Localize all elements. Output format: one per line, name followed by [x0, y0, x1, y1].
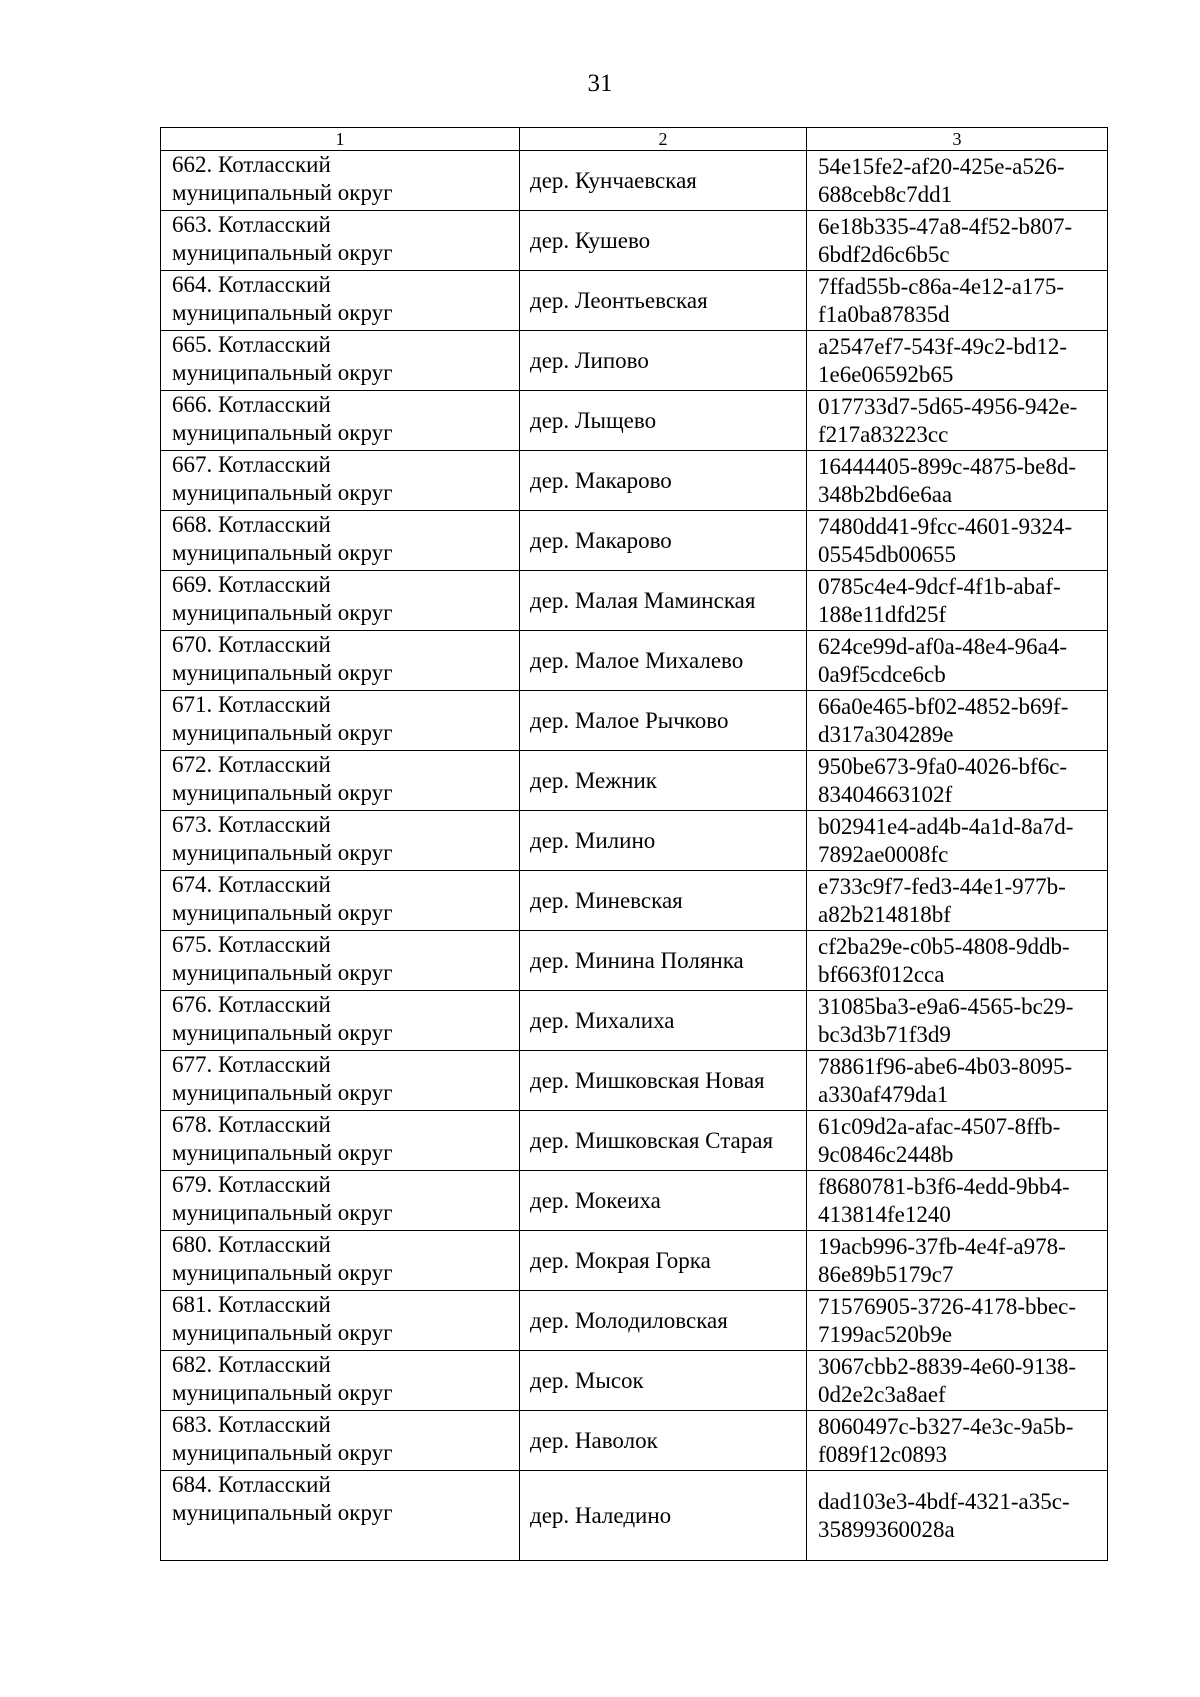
settlement-cell: дер. Малая Маминская — [520, 571, 807, 631]
district-name-line — [172, 811, 519, 839]
district-name: Котласский — [218, 812, 331, 837]
district-name-line — [172, 1111, 519, 1139]
table-row — [161, 1051, 1108, 1111]
district-name: Котласский — [218, 1352, 331, 1377]
guid-line-2: f089f12c0893 — [818, 1441, 948, 1467]
settlement-cell: дер. Мишковская Новая — [520, 1051, 807, 1111]
guid-line-2: 348b2bd6e6aa — [818, 481, 953, 507]
district-name-line — [172, 1351, 519, 1379]
district-type: муниципальный округ — [172, 720, 393, 745]
district-type: муниципальный округ — [172, 900, 393, 925]
table-row — [161, 811, 1108, 871]
district-name: Котласский — [218, 1472, 331, 1497]
column-header-2: 2 — [520, 128, 807, 151]
guid-line-2: 9c0846c2448b — [818, 1141, 954, 1167]
district-name-line — [172, 1171, 519, 1199]
guid-line-2: 7199ac520b9e — [818, 1321, 953, 1347]
district-cell — [161, 271, 520, 331]
table-row — [161, 1291, 1108, 1351]
row-number: 680. — [172, 1232, 213, 1257]
guid-line-2: f217a83223cc — [818, 421, 949, 447]
guid-cell — [807, 571, 1108, 631]
district-name-line — [172, 691, 519, 719]
guid-cell — [807, 1171, 1108, 1231]
settlement-cell: дер. Кушево — [520, 211, 807, 271]
settlement-cell: дер. Наледино — [520, 1471, 807, 1561]
district-name-line — [172, 271, 519, 299]
district-cell — [161, 931, 520, 991]
district-cell — [161, 871, 520, 931]
table-row — [161, 691, 1108, 751]
settlement-cell: дер. Макарово — [520, 451, 807, 511]
district-cell — [161, 1471, 520, 1561]
guid-line-1: b02941e4-ad4b-4a1d-8a7d- — [818, 813, 1074, 839]
district-type: муниципальный округ — [172, 300, 393, 325]
guid-cell — [807, 451, 1108, 511]
district-name: Котласский — [218, 1292, 331, 1317]
row-number: 674. — [172, 872, 213, 897]
settlement-cell: дер. Михалиха — [520, 991, 807, 1051]
guid-cell — [807, 691, 1108, 751]
table-row — [161, 931, 1108, 991]
district-name-line — [172, 391, 519, 419]
table-row — [161, 631, 1108, 691]
guid-line-2: 83404663102f — [818, 781, 953, 807]
row-number: 670. — [172, 632, 213, 657]
district-cell — [161, 1051, 520, 1111]
table-row — [161, 1171, 1108, 1231]
row-number: 675. — [172, 932, 213, 957]
district-cell — [161, 1411, 520, 1471]
guid-line-1: 78861f96-abe6-4b03-8095- — [818, 1053, 1073, 1079]
table-row — [161, 451, 1108, 511]
district-name-line — [172, 1471, 519, 1499]
row-number: 679. — [172, 1172, 213, 1197]
district-type: муниципальный округ — [172, 1080, 393, 1105]
settlements-table — [160, 127, 1108, 1561]
settlement-cell: дер. Кунчаевская — [520, 151, 807, 211]
district-cell — [161, 691, 520, 751]
guid-line-1: 950be673-9fa0-4026-bf6c- — [818, 753, 1068, 779]
table-row — [161, 511, 1108, 571]
table-row — [161, 1231, 1108, 1291]
guid-line-1: 19acb996-37fb-4e4f-a978- — [818, 1233, 1066, 1259]
table-row — [161, 571, 1108, 631]
district-name-line — [172, 631, 519, 659]
table-row — [161, 1111, 1108, 1171]
guid-line-2: 188e11dfd25f — [818, 601, 947, 627]
district-name-line — [172, 751, 519, 779]
settlement-cell: дер. Макарово — [520, 511, 807, 571]
district-type: муниципальный округ — [172, 540, 393, 565]
district-type: муниципальный округ — [172, 600, 393, 625]
row-number: 662. — [172, 152, 213, 177]
district-name-line — [172, 991, 519, 1019]
settlement-cell: дер. Миневская — [520, 871, 807, 931]
row-number: 669. — [172, 572, 213, 597]
district-name: Котласский — [218, 1412, 331, 1437]
guid-line-1: 8060497c-b327-4e3c-9a5b- — [818, 1413, 1074, 1439]
district-cell — [161, 811, 520, 871]
row-number: 672. — [172, 752, 213, 777]
guid-line-1: 66a0e465-bf02-4852-b69f- — [818, 693, 1069, 719]
guid-cell — [807, 151, 1108, 211]
district-cell — [161, 571, 520, 631]
district-type: муниципальный округ — [172, 960, 393, 985]
district-cell — [161, 331, 520, 391]
page-number: 31 — [587, 70, 613, 97]
district-name: Котласский — [218, 632, 331, 657]
guid-line-2: 1e6e06592b65 — [818, 361, 954, 387]
guid-line-1: 017733d7-5d65-4956-942e- — [818, 393, 1078, 419]
district-type: муниципальный округ — [172, 180, 393, 205]
settlement-cell: дер. Межник — [520, 751, 807, 811]
table-row — [161, 211, 1108, 271]
district-name-line — [172, 1291, 519, 1319]
guid-cell — [807, 631, 1108, 691]
guid-line-1: 7480dd41-9fcc-4601-9324- — [818, 513, 1073, 539]
district-type: муниципальный округ — [172, 1140, 393, 1165]
guid-cell — [807, 211, 1108, 271]
guid-line-1: f8680781-b3f6-4edd-9bb4- — [818, 1173, 1070, 1199]
table-row — [161, 871, 1108, 931]
settlement-cell: дер. Минина Полянка — [520, 931, 807, 991]
district-cell — [161, 451, 520, 511]
guid-line-1: a2547ef7-543f-49c2-bd12- — [818, 333, 1068, 359]
row-number: 673. — [172, 812, 213, 837]
settlement-cell: дер. Леонтьевская — [520, 271, 807, 331]
district-cell — [161, 991, 520, 1051]
district-cell — [161, 211, 520, 271]
district-type: муниципальный округ — [172, 1260, 393, 1285]
district-cell — [161, 1171, 520, 1231]
guid-cell — [807, 1471, 1108, 1561]
table-row — [161, 991, 1108, 1051]
guid-line-2: 0a9f5cdce6cb — [818, 661, 946, 687]
district-name: Котласский — [218, 272, 331, 297]
district-name: Котласский — [218, 452, 331, 477]
settlement-cell: дер. Мишковская Старая — [520, 1111, 807, 1171]
table-header-row — [161, 128, 1108, 151]
guid-line-2: f1a0ba87835d — [818, 301, 950, 327]
settlement-cell: дер. Липово — [520, 331, 807, 391]
district-name: Котласский — [218, 572, 331, 597]
row-number: 665. — [172, 332, 213, 357]
row-number: 663. — [172, 212, 213, 237]
district-type: муниципальный округ — [172, 1440, 393, 1465]
row-number: 682. — [172, 1352, 213, 1377]
district-name: Котласский — [218, 512, 331, 537]
guid-line-2: 0d2e2c3a8aef — [818, 1381, 946, 1407]
table-row — [161, 1411, 1108, 1471]
guid-line-2: d317a304289e — [818, 721, 954, 747]
column-header-1: 1 — [161, 128, 520, 151]
table-row — [161, 1471, 1108, 1561]
district-type: муниципальный округ — [172, 480, 393, 505]
table-row — [161, 1351, 1108, 1411]
district-name: Котласский — [218, 332, 331, 357]
district-type: муниципальный округ — [172, 1380, 393, 1405]
guid-line-2: 413814fe1240 — [818, 1201, 951, 1227]
guid-cell — [807, 751, 1108, 811]
guid-line-2: a82b214818bf — [818, 901, 951, 927]
table-row — [161, 331, 1108, 391]
district-name: Котласский — [218, 152, 331, 177]
district-type: муниципальный округ — [172, 1200, 393, 1225]
district-cell — [161, 1111, 520, 1171]
district-cell — [161, 391, 520, 451]
guid-line-1: 71576905-3726-4178-bbec- — [818, 1293, 1077, 1319]
guid-cell — [807, 1351, 1108, 1411]
district-name: Котласский — [218, 752, 331, 777]
guid-cell — [807, 1051, 1108, 1111]
row-number: 671. — [172, 692, 213, 717]
table-body — [161, 151, 1108, 1561]
district-name: Котласский — [218, 692, 331, 717]
district-name: Котласский — [218, 392, 331, 417]
district-name-line — [172, 571, 519, 599]
guid-line-2: 86e89b5179c7 — [818, 1261, 954, 1287]
guid-line-2: 688ceb8c7dd1 — [818, 181, 953, 207]
guid-line-1: 7ffad55b-c86a-4e12-a175- — [818, 273, 1065, 299]
guid-line-1: 61c09d2a-afac-4507-8ffb- — [818, 1113, 1061, 1139]
guid-line-2: 05545db00655 — [818, 541, 956, 567]
settlement-cell: дер. Лыщево — [520, 391, 807, 451]
district-cell — [161, 631, 520, 691]
district-name-line — [172, 931, 519, 959]
guid-cell — [807, 1111, 1108, 1171]
row-number: 683. — [172, 1412, 213, 1437]
guid-cell — [807, 331, 1108, 391]
district-name-line — [172, 151, 519, 179]
guid-line-1: 624ce99d-af0a-48e4-96a4- — [818, 633, 1068, 659]
district-name: Котласский — [218, 1232, 331, 1257]
district-type: муниципальный округ — [172, 660, 393, 685]
district-type: муниципальный округ — [172, 780, 393, 805]
row-number: 676. — [172, 992, 213, 1017]
table-row — [161, 751, 1108, 811]
district-type: муниципальный округ — [172, 240, 393, 265]
district-name: Котласский — [218, 1172, 331, 1197]
district-type: муниципальный округ — [172, 1500, 393, 1525]
guid-line-1: 3067cbb2-8839-4e60-9138- — [818, 1353, 1077, 1379]
settlement-cell: дер. Мысок — [520, 1351, 807, 1411]
district-cell — [161, 751, 520, 811]
table-row — [161, 151, 1108, 211]
district-cell — [161, 1291, 520, 1351]
column-header-3: 3 — [807, 128, 1108, 151]
district-type: муниципальный округ — [172, 420, 393, 445]
row-number: 664. — [172, 272, 213, 297]
row-number: 684. — [172, 1472, 213, 1497]
district-name-line — [172, 451, 519, 479]
settlement-cell: дер. Мокеиха — [520, 1171, 807, 1231]
guid-line-2: 35899360028a — [818, 1516, 955, 1542]
district-type: муниципальный округ — [172, 840, 393, 865]
settlement-cell: дер. Наволок — [520, 1411, 807, 1471]
row-number: 681. — [172, 1292, 213, 1317]
guid-cell — [807, 1231, 1108, 1291]
district-name-line — [172, 1051, 519, 1079]
guid-line-1: 0785c4e4-9dcf-4f1b-abaf- — [818, 573, 1061, 599]
district-name-line — [172, 211, 519, 239]
guid-cell — [807, 991, 1108, 1051]
settlement-cell: дер. Малое Рычково — [520, 691, 807, 751]
row-number: 677. — [172, 1052, 213, 1077]
guid-cell — [807, 1411, 1108, 1471]
settlement-cell: дер. Малое Михалево — [520, 631, 807, 691]
guid-line-1: 54e15fe2-af20-425e-a526- — [818, 153, 1065, 179]
district-cell — [161, 151, 520, 211]
district-name-line — [172, 511, 519, 539]
guid-cell — [807, 511, 1108, 571]
district-name: Котласский — [218, 872, 331, 897]
guid-cell — [807, 391, 1108, 451]
guid-line-2: bc3d3b71f3d9 — [818, 1021, 951, 1047]
guid-line-1: 16444405-899c-4875-be8d- — [818, 453, 1077, 479]
guid-cell — [807, 271, 1108, 331]
guid-line-1: 31085ba3-e9a6-4565-bc29- — [818, 993, 1074, 1019]
row-number: 678. — [172, 1112, 213, 1137]
row-number: 666. — [172, 392, 213, 417]
district-name: Котласский — [218, 992, 331, 1017]
district-type: муниципальный округ — [172, 1320, 393, 1345]
district-type: муниципальный округ — [172, 1020, 393, 1045]
district-name: Котласский — [218, 1052, 331, 1077]
guid-line-2: bf663f012cca — [818, 961, 945, 987]
district-name-line — [172, 1231, 519, 1259]
settlement-cell: дер. Милино — [520, 811, 807, 871]
district-name-line — [172, 331, 519, 359]
district-name-line — [172, 871, 519, 899]
row-number: 667. — [172, 452, 213, 477]
guid-line-2: 7892ae0008fc — [818, 841, 949, 867]
district-cell — [161, 511, 520, 571]
guid-line-1: dad103e3-4bdf-4321-a35c- — [818, 1488, 1070, 1514]
table-row — [161, 391, 1108, 451]
district-name: Котласский — [218, 1112, 331, 1137]
district-name: Котласский — [218, 932, 331, 957]
district-cell — [161, 1351, 520, 1411]
district-cell — [161, 1231, 520, 1291]
district-type: муниципальный округ — [172, 360, 393, 385]
guid-cell — [807, 811, 1108, 871]
settlement-cell: дер. Мокрая Горка — [520, 1231, 807, 1291]
guid-cell — [807, 871, 1108, 931]
guid-line-2: a330af479da1 — [818, 1081, 949, 1107]
guid-cell — [807, 931, 1108, 991]
guid-line-1: 6e18b335-47a8-4f52-b807- — [818, 213, 1073, 239]
guid-line-1: cf2ba29e-c0b5-4808-9ddb- — [818, 933, 1070, 959]
district-name-line — [172, 1411, 519, 1439]
district-name: Котласский — [218, 212, 331, 237]
row-number: 668. — [172, 512, 213, 537]
guid-cell — [807, 1291, 1108, 1351]
settlement-cell: дер. Молодиловская — [520, 1291, 807, 1351]
guid-line-1: e733c9f7-fed3-44e1-977b- — [818, 873, 1066, 899]
table-row — [161, 271, 1108, 331]
guid-line-2: 6bdf2d6c6b5c — [818, 241, 950, 267]
